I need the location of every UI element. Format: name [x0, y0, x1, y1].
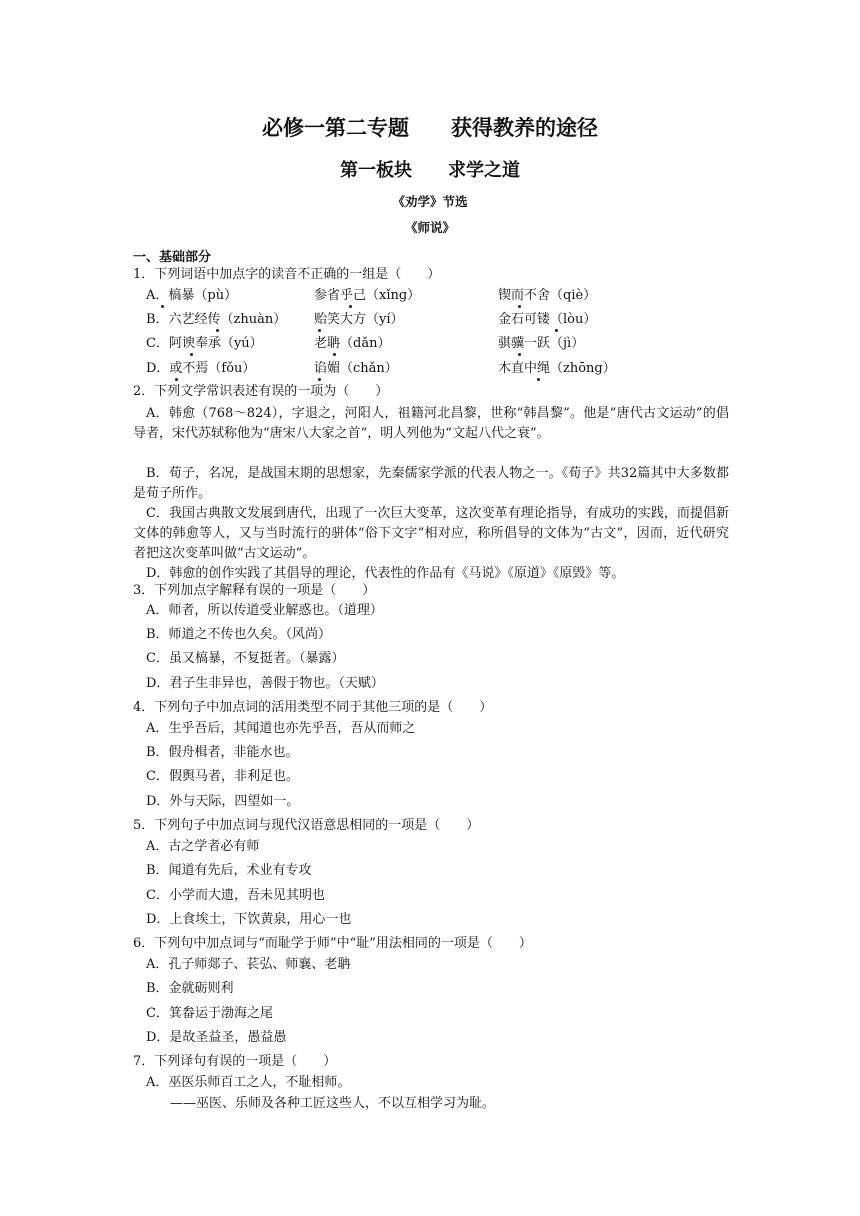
emphasis-dot — [349, 305, 352, 308]
q2-option-a — [133, 404, 729, 444]
q1-b-2: 贻笑大方（yí） — [314, 312, 404, 327]
q2-stem: 2．下列文学常识表述有误的一项为（ ） — [133, 384, 389, 399]
q1-a-3: 锲而不舍（qiè） — [498, 288, 597, 303]
q1-a-1: A．槁暴（pù） — [146, 288, 238, 303]
q3-option-a: A．师者，所以传道受业解惑也。（道理） — [146, 603, 383, 618]
q1-d-2: 谄媚（chǎn） — [314, 361, 398, 376]
emphasis-dot — [216, 329, 219, 332]
q5-option-a: A．古之学者必有师 — [146, 839, 260, 854]
q4-option-a: A．生乎吾后，其闻道也亦先乎吾，吾从而师之 — [146, 721, 416, 736]
q2-option-c — [133, 504, 729, 564]
q1-a-2: 参省乎己（xǐng） — [314, 288, 421, 303]
text-title-shishuo: 《师说》 — [404, 220, 455, 235]
q4-stem: 4．下列句子中加点词的活用类型不同于其他三项的是（ ） — [133, 700, 493, 715]
emphasis-dot — [537, 378, 540, 381]
q6-option-b: B．金就砺则利 — [146, 981, 234, 996]
q1-b-1: B．六艺经传（zhuàn） — [146, 312, 287, 327]
q3-option-d: D．君子生非异也，善假于物也。（天赋） — [146, 676, 384, 691]
emphasis-dot — [318, 329, 321, 332]
q1-stem: 1．下列词语中加点字的读音不正确的一组是（ ） — [133, 267, 441, 282]
emphasis-dot — [333, 353, 336, 356]
q1-c-2: 老聃（dǎn） — [314, 336, 391, 351]
emphasis-dot — [190, 353, 193, 356]
emphasis-dot — [518, 353, 521, 356]
q2-option-c-text: C．我国古典散文发展到唐代，出现了一次巨大变革，这次变革有理论指导，有成功的实践，而提倡新文体的韩愈等人，又与当时流行的骈体“俗下文字”相对应，称所倡导的文体为“古文”，因而，近代研究者把这次变革叫做“古文运动”。 — [133, 506, 729, 561]
section-heading: 一、基础部分 — [133, 250, 212, 265]
q4-option-b: B．假舟楫者，非能水也。 — [146, 745, 299, 760]
q5-stem: 5．下列句子中加点词与现代汉语意思相同的一项是（ ） — [133, 818, 480, 833]
main-title: 必修一第二专题 获得教养的途径 — [262, 116, 598, 140]
q2-option-d — [133, 564, 729, 584]
q7-option-a: A．巫医乐师百工之人，不耻相师。 — [146, 1075, 351, 1090]
q4-option-c: C．假舆马者，非利足也。 — [146, 769, 299, 784]
q5-option-b: B．闻道有先后，术业有专攻 — [146, 863, 312, 878]
q1-b-3: 金石可镂（lòu） — [498, 312, 597, 327]
q3-stem: 3．下列加点字解释有误的一项是（ ） — [133, 583, 376, 598]
q5-option-c: C．小学而大遗，吾未见其明也 — [146, 888, 325, 903]
q1-d-1: D．或不焉（fǒu） — [146, 361, 256, 376]
emphasis-dot — [175, 378, 178, 381]
q3-option-b: B．师道之不传也久矣。（风尚） — [146, 627, 332, 642]
block-title: 第一板块 求学之道 — [340, 160, 520, 181]
q6-option-d: D．是故圣益圣，愚益愚 — [146, 1030, 287, 1045]
q6-stem: 6．下列句中加点词与“而耻学于师”中“耻”用法相同的一项是（ ） — [133, 936, 532, 951]
q1-d-3: 木直中绳（zhōng） — [498, 361, 616, 376]
q1-c-1: C．阿谀奉承（yú） — [146, 336, 263, 351]
q2-option-b — [133, 464, 729, 504]
text-title-quanxue: 《劝学》节选 — [392, 194, 468, 209]
q2-option-a-text: A．韩愈（768～824），字退之，河阳人，祖籍河北昌黎，世称“韩昌黎”。他是“唐代古文运动”的倡导者，宋代苏轼称他为“唐宋八大家之首”，明人列他为“文起八代之衰”。 — [133, 406, 729, 441]
q6-option-a: A．孔子师郯子、苌弘、师襄、老聃 — [146, 957, 351, 972]
q7-option-a-translation: ——巫医、乐师及各种工匠这些人，不以互相学习为耻。 — [170, 1096, 496, 1111]
q2-option-b-text: B．荀子，名况，是战国末期的思想家，先秦儒家学派的代表人物之一。《荀子》共32篇其中大多数都是荀子所作。 — [133, 466, 729, 501]
q4-option-d: D．外与天际，四望如一。 — [146, 794, 300, 809]
q5-option-d: D．上食埃土，下饮黄泉，用心一也 — [146, 912, 352, 927]
emphasis-dot — [318, 378, 321, 381]
emphasis-dot — [518, 305, 521, 308]
emphasis-dot — [161, 305, 164, 308]
q2-option-d-text: D．韩愈的创作实践了其倡导的理论，代表性的作品有《马说》《原道》《原毁》等。 — [146, 566, 625, 581]
q1-c-3: 骐骥一跃（jì） — [498, 336, 585, 351]
emphasis-dot — [555, 329, 558, 332]
q7-stem: 7．下列译句有误的一项是（ ） — [133, 1054, 337, 1069]
q6-option-c: C．箕畚运于渤海之尾 — [146, 1006, 273, 1021]
q3-option-c: C．虽又槁暴，不复挺者。（暴露） — [146, 651, 345, 666]
